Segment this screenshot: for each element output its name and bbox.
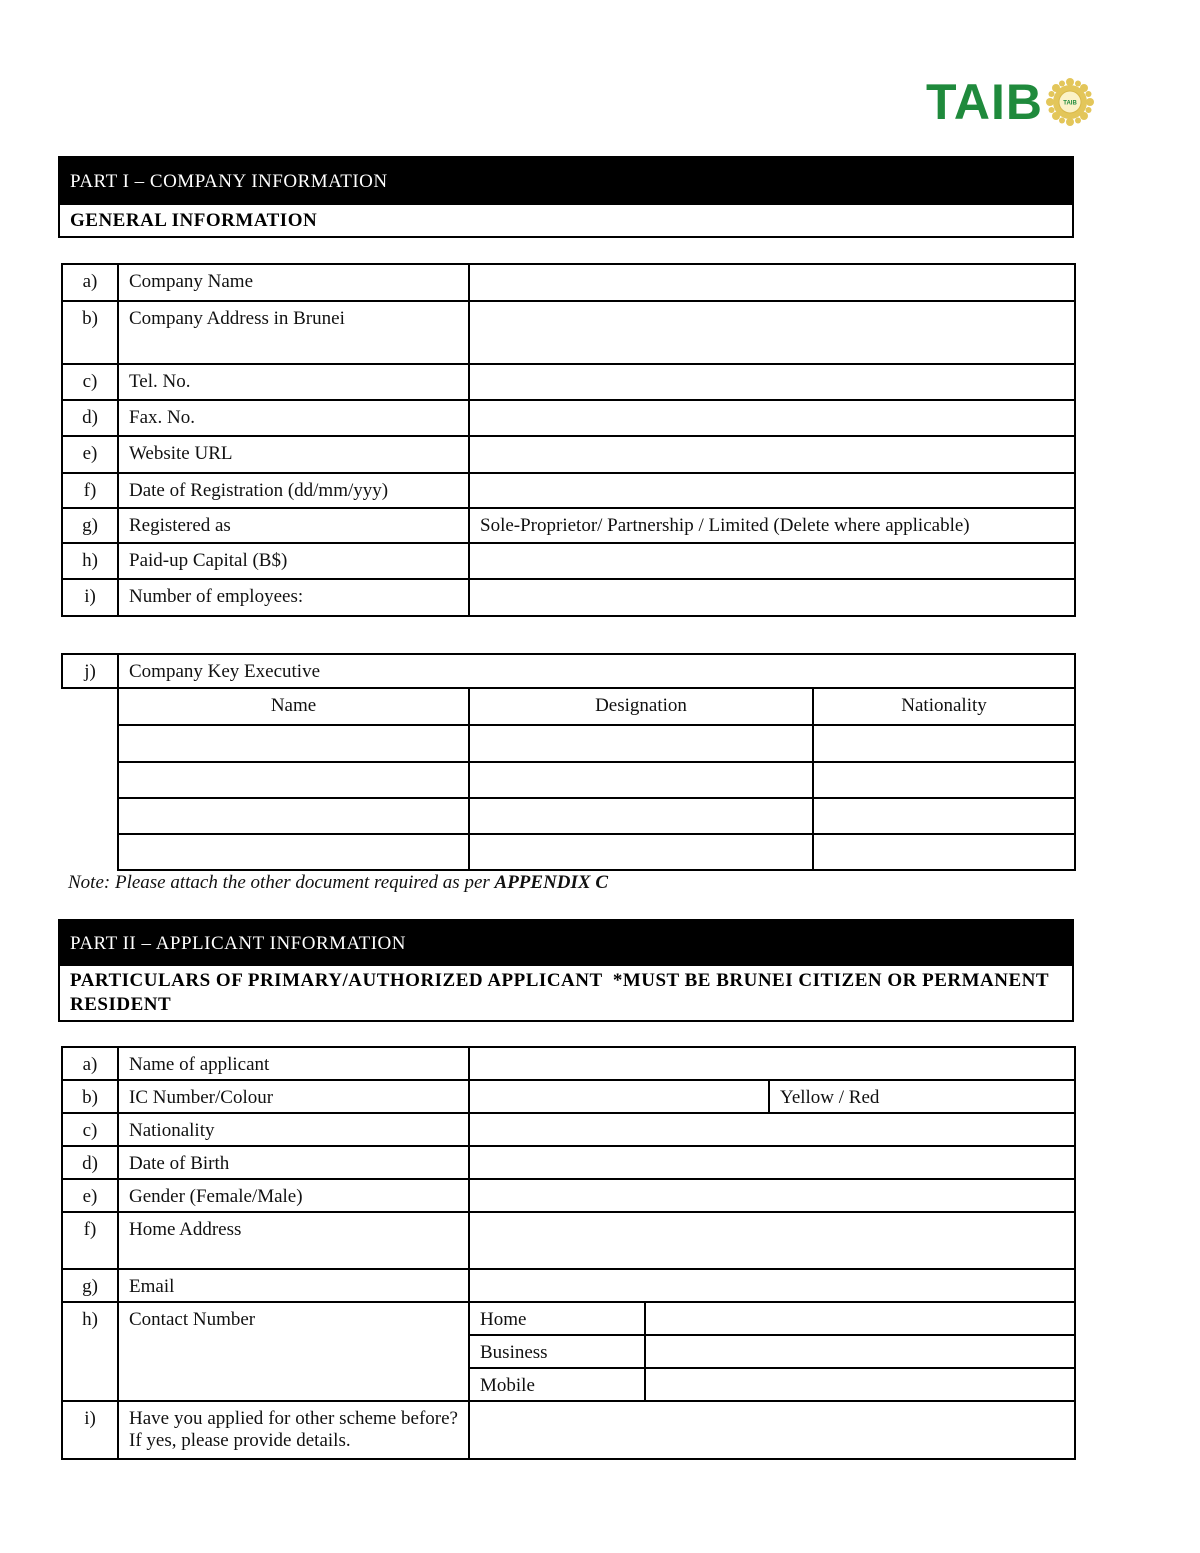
table-row	[62, 543, 1075, 579]
row-label: h)	[62, 543, 118, 579]
field-label: Company Address in Brunei	[118, 301, 469, 364]
table-row	[62, 473, 1075, 508]
table-row	[62, 1080, 1075, 1113]
part1-subtitle: GENERAL INFORMATION	[60, 205, 1072, 236]
executive-name-input[interactable]	[118, 725, 469, 762]
field-label: IC Number/Colour	[118, 1080, 469, 1113]
part2-header	[58, 919, 1074, 1022]
row-label: c)	[62, 364, 118, 400]
part2-subtitle: PARTICULARS OF PRIMARY/AUTHORIZED APPLICANT *MUST BE BRUNEI CITIZEN OR PERMANENT RESIDENT	[60, 966, 1072, 1020]
row-label: h)	[62, 1302, 118, 1401]
row-label: i)	[62, 579, 118, 616]
row-label: e)	[62, 436, 118, 473]
appendix-note	[68, 872, 608, 894]
note-appendix-ref: APPENDIX C	[494, 872, 609, 893]
ic-number-input[interactable]	[469, 1080, 769, 1113]
field-label: Home Address	[118, 1212, 469, 1269]
row-label: e)	[62, 1179, 118, 1212]
field-label: Fax. No.	[118, 400, 469, 436]
contact-mobile-label: Mobile	[469, 1368, 645, 1401]
table-row	[62, 1146, 1075, 1179]
table-row	[62, 508, 1075, 543]
table-row	[62, 264, 1075, 301]
row-label: i)	[62, 1401, 118, 1459]
field-label: Have you applied for other scheme before? If yes, please provide details.	[118, 1401, 469, 1459]
table-row	[62, 762, 1075, 798]
table-row	[62, 1179, 1075, 1212]
applicant-table	[61, 1046, 1076, 1460]
field-label: Paid-up Capital (B$)	[118, 543, 469, 579]
part1-title: PART I – COMPANY INFORMATION	[60, 158, 1072, 205]
table-row	[62, 1113, 1075, 1146]
blank-cell	[62, 688, 118, 870]
contact-home-label: Home	[469, 1302, 645, 1335]
contact-home-input[interactable]	[645, 1302, 1075, 1335]
executive-designation-input[interactable]	[469, 762, 813, 798]
executive-name-input[interactable]	[118, 834, 469, 870]
general-info-table	[61, 263, 1076, 617]
row-label: g)	[62, 508, 118, 543]
column-header-designation: Designation	[469, 688, 813, 725]
contact-business-label: Business	[469, 1335, 645, 1368]
logo-seal-icon	[1045, 77, 1095, 127]
table-row	[62, 364, 1075, 400]
field-label: Number of employees:	[118, 579, 469, 616]
executive-nationality-input[interactable]	[813, 798, 1075, 834]
row-label: b)	[62, 1080, 118, 1113]
table-row	[62, 654, 1075, 688]
table-row	[62, 798, 1075, 834]
field-label: Company Name	[118, 264, 469, 301]
field-label: Tel. No.	[118, 364, 469, 400]
executive-name-input[interactable]	[118, 798, 469, 834]
row-label: c)	[62, 1113, 118, 1146]
website-input[interactable]	[469, 436, 1075, 473]
row-label: j)	[62, 654, 118, 688]
table-row	[62, 400, 1075, 436]
part2-title: PART II – APPLICANT INFORMATION	[60, 921, 1072, 966]
executive-designation-input[interactable]	[469, 725, 813, 762]
field-label: Date of Birth	[118, 1146, 469, 1179]
taib-logo	[926, 76, 1095, 128]
field-label: Gender (Female/Male)	[118, 1179, 469, 1212]
logo-text: TAIB	[926, 74, 1043, 130]
registration-date-input[interactable]	[469, 473, 1075, 508]
note-text: Note: Please attach the other document required as per	[68, 872, 495, 893]
company-name-input[interactable]	[469, 264, 1075, 301]
gender-input[interactable]	[469, 1179, 1075, 1212]
field-label: Registered as	[118, 508, 469, 543]
table-row	[62, 1401, 1075, 1459]
contact-mobile-input[interactable]	[645, 1368, 1075, 1401]
row-label: b)	[62, 301, 118, 364]
key-executive-table	[61, 653, 1076, 871]
row-label: a)	[62, 1047, 118, 1080]
column-header-name: Name	[118, 688, 469, 725]
field-label: Name of applicant	[118, 1047, 469, 1080]
employees-input[interactable]	[469, 579, 1075, 616]
field-label: Contact Number	[118, 1302, 469, 1401]
executive-designation-input[interactable]	[469, 798, 813, 834]
table-row	[62, 1302, 1075, 1335]
executive-designation-input[interactable]	[469, 834, 813, 870]
table-row	[62, 1212, 1075, 1269]
email-input[interactable]	[469, 1269, 1075, 1302]
registered-as-value[interactable]: Sole-Proprietor/ Partnership / Limited (Delete where applicable)	[469, 508, 1075, 543]
nationality-input[interactable]	[469, 1113, 1075, 1146]
table-row	[62, 579, 1075, 616]
executive-nationality-input[interactable]	[813, 834, 1075, 870]
table-row	[62, 436, 1075, 473]
row-label: f)	[62, 473, 118, 508]
logo-seal-text: TAIB	[1063, 100, 1077, 107]
column-header-nationality: Nationality	[813, 688, 1075, 725]
tel-input[interactable]	[469, 364, 1075, 400]
executive-name-input[interactable]	[118, 762, 469, 798]
executive-nationality-input[interactable]	[813, 725, 1075, 762]
table-row	[62, 725, 1075, 762]
table-row	[62, 834, 1075, 870]
row-label: a)	[62, 264, 118, 301]
part1-header	[58, 156, 1074, 238]
field-label: Nationality	[118, 1113, 469, 1146]
table-row	[62, 1269, 1075, 1302]
other-scheme-input[interactable]	[469, 1401, 1075, 1459]
row-label: g)	[62, 1269, 118, 1302]
home-address-input[interactable]	[469, 1212, 1075, 1269]
contact-business-input[interactable]	[645, 1335, 1075, 1368]
field-label: Website URL	[118, 436, 469, 473]
executive-nationality-input[interactable]	[813, 762, 1075, 798]
row-label: d)	[62, 400, 118, 436]
key-executive-title: Company Key Executive	[118, 654, 1075, 688]
company-address-input[interactable]	[469, 301, 1075, 364]
table-row	[62, 1047, 1075, 1080]
dob-input[interactable]	[469, 1146, 1075, 1179]
table-row	[62, 301, 1075, 364]
ic-colour-option[interactable]: Yellow / Red	[769, 1080, 1075, 1113]
fax-input[interactable]	[469, 400, 1075, 436]
row-label: d)	[62, 1146, 118, 1179]
field-label: Email	[118, 1269, 469, 1302]
row-label: f)	[62, 1212, 118, 1269]
applicant-name-input[interactable]	[469, 1047, 1075, 1080]
paid-up-capital-input[interactable]	[469, 543, 1075, 579]
field-label: Date of Registration (dd/mm/yyy)	[118, 473, 469, 508]
table-row	[62, 688, 1075, 725]
